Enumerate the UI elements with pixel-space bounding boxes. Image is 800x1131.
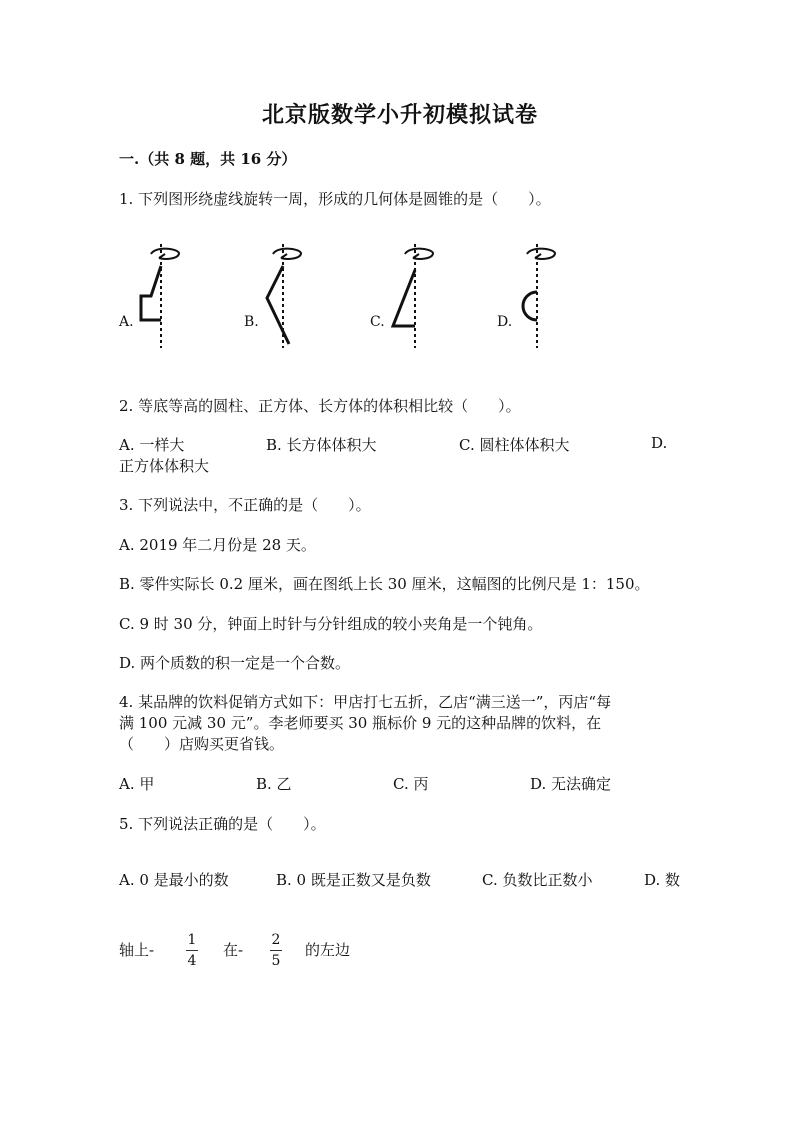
q2-option-a[interactable]: A. 一样大 [119, 436, 185, 454]
q2-option-d[interactable]: D. [651, 434, 668, 452]
question-4-line-2: 满 100 元减 30 元”。李老师要买 30 瓶标价 9 元的这种品牌的饮料，在 [119, 714, 602, 732]
q5-option-b[interactable]: B. 0 既是正数又是负数 [276, 871, 431, 889]
q4-option-c[interactable]: C. 丙 [393, 775, 429, 793]
question-4-line-1: 4. 某品牌的饮料促销方式如下：甲店打七五折，乙店“满三送一”，丙店“每 [119, 693, 612, 711]
fraction-2-denominator: 5 [271, 953, 281, 969]
figure-d-semicircle [511, 240, 561, 350]
q3-option-a[interactable]: A. 2019 年二月份是 28 天。 [119, 536, 316, 554]
q4-option-a[interactable]: A. 甲 [119, 775, 155, 793]
question-1-stem: 1. 下列图形绕虚线旋转一周，形成的几何体是圆锥的是（ ）。 [119, 190, 551, 208]
q3-option-b[interactable]: B. 零件实际长 0.2 厘米，画在图纸上长 30 厘米，这幅图的比例尺是 1：150。 [119, 575, 650, 593]
q5-option-d-text-3: 的左边 [305, 941, 351, 959]
fraction-1-numerator: 1 [187, 932, 197, 948]
q3-option-d[interactable]: D. 两个质数的积一定是一个合数。 [119, 654, 351, 672]
fraction-1-denominator: 4 [187, 953, 197, 969]
figure-a-trapezoid [133, 240, 183, 350]
fraction-two-fifths [268, 930, 284, 971]
question-4-line-3: （ ）店购买更省钱。 [119, 735, 285, 753]
question-2-stem: 2. 等底等高的圆柱、正方体、长方体的体积相比较（ ）。 [119, 397, 521, 415]
q2-option-c[interactable]: C. 圆柱体体积大 [459, 436, 570, 454]
q2-option-b[interactable]: B. 长方体体积大 [266, 436, 377, 454]
q1-option-b-label: B. [244, 314, 259, 330]
question-3-stem: 3. 下列说法中，不正确的是（ ）。 [119, 496, 371, 514]
q5-option-a[interactable]: A. 0 是最小的数 [119, 871, 229, 889]
q4-option-d[interactable]: D. 无法确定 [530, 775, 612, 793]
fraction-2-numerator: 2 [271, 932, 281, 948]
q5-option-d-text-1: 轴上- [119, 941, 155, 959]
q1-option-c-label: C. [370, 314, 385, 330]
figure-c-right-triangle [385, 240, 435, 350]
q2-option-d-continued: 正方体体积大 [119, 457, 210, 475]
q4-option-b[interactable]: B. 乙 [256, 775, 292, 793]
page-title: 北京版数学小升初模拟试卷 [261, 102, 538, 128]
section-header: 一.（共 8 题，共 16 分） [119, 150, 297, 168]
q5-option-d-text-2: 在- [223, 941, 244, 959]
q1-option-a-label: A. [119, 314, 134, 330]
question-5-stem: 5. 下列说法正确的是（ ）。 [119, 815, 326, 833]
figure-b-triangle [259, 240, 309, 350]
q5-option-c[interactable]: C. 负数比正数小 [482, 871, 593, 889]
q5-option-d[interactable]: D. 数 [644, 871, 681, 889]
q1-option-d-label: D. [497, 314, 513, 330]
fraction-one-quarter [184, 930, 200, 971]
q3-option-c[interactable]: C. 9 时 30 分，钟面上时针与分针组成的较小夹角是一个钝角。 [119, 615, 543, 633]
